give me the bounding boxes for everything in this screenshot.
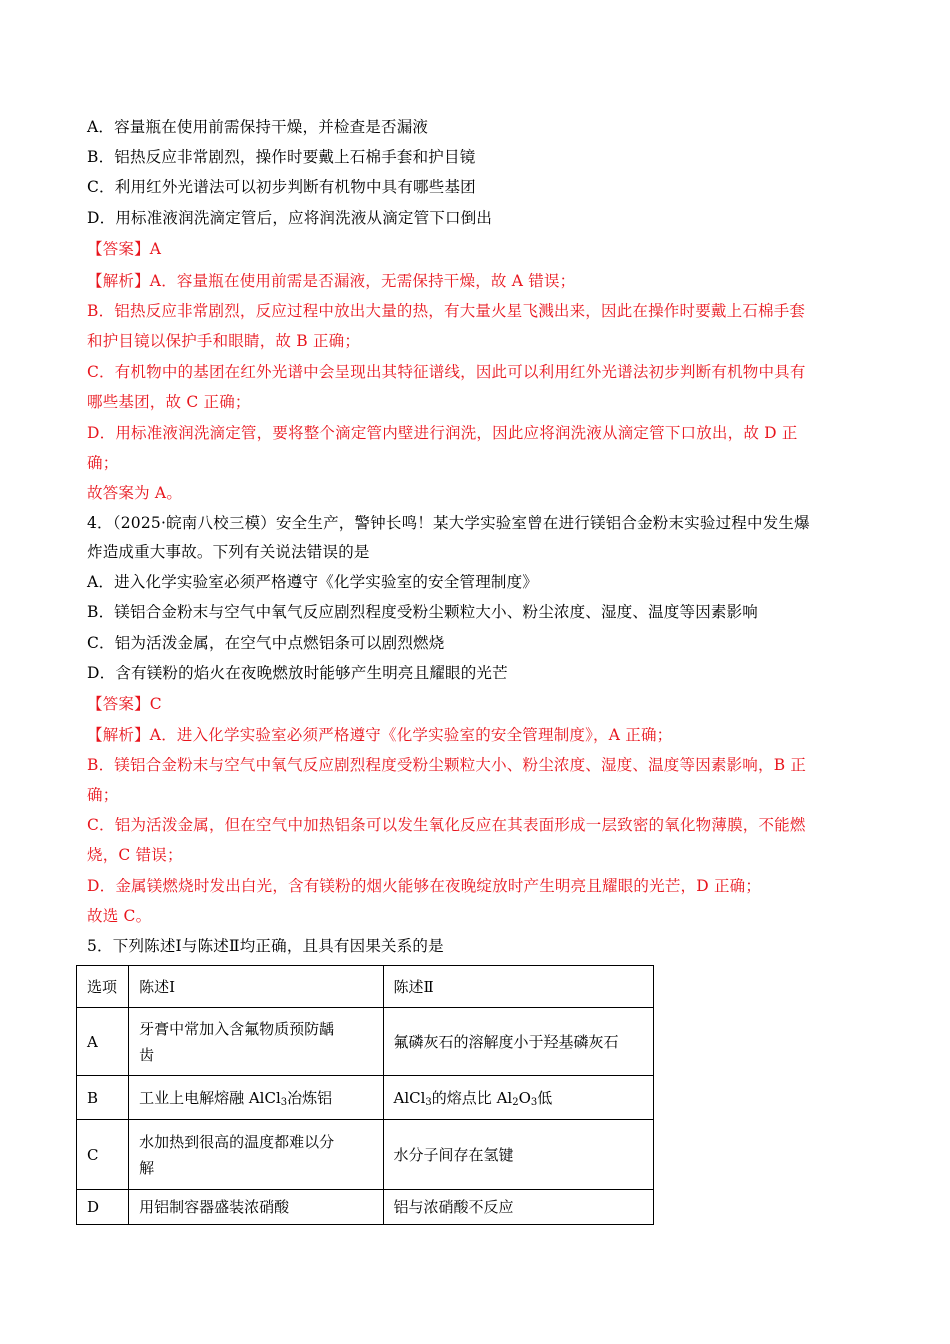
cell-text: 低: [537, 1088, 553, 1107]
q4-analysis-line: 故选 C。: [87, 907, 152, 925]
q4-analysis-line: 【解析】A．进入化学实验室必须严格遵守《化学实验室的安全管理制度》，A 正确；: [87, 726, 673, 744]
table-cell-option: D: [77, 1190, 129, 1225]
q3-analysis-line: 哪些基团，故 C 正确；: [87, 393, 251, 411]
q3-option-a: A．容量瓶在使用前需保持干燥，并检查是否漏液: [87, 118, 429, 136]
table-cell-statement-1: 用铝制容器盛装浓硝酸: [129, 1190, 383, 1225]
table-row: [77, 1008, 654, 1076]
table-cell-statement-2: 氟磷灰石的溶解度小于羟基磷灰石: [383, 1008, 653, 1076]
table-row: [77, 1120, 654, 1190]
q3-analysis-line: 和护目镜以保护手和眼睛，故 B 正确；: [87, 332, 361, 350]
q5-table: [76, 965, 654, 1225]
q4-analysis-line: 烧，C 错误；: [87, 846, 183, 864]
table-row: [77, 1076, 654, 1120]
table-cell-option: A: [77, 1008, 129, 1076]
cell-line: 水加热到很高的温度都难以分: [139, 1132, 335, 1151]
table-cell-statement-2: 铝与浓硝酸不反应: [383, 1190, 653, 1225]
q4-stem-line: 4．（2025·皖南八校三模）安全生产，警钟长鸣！某大学实验室曾在进行镁铝合金粉末实验过程中发生爆: [87, 514, 810, 532]
subscript: 3: [280, 1096, 288, 1108]
table-cell-option: B: [77, 1076, 129, 1120]
q3-analysis-line: 故答案为 A。: [87, 484, 183, 502]
table-header-row: [77, 966, 654, 1008]
q3-analysis-line: D．用标准液润洗滴定管，要将整个滴定管内壁进行润洗，因此应将润洗液从滴定管下口放出，故 D 正: [87, 424, 798, 442]
cell-line: 齿: [139, 1045, 155, 1064]
table-cell-statement-1: [129, 1008, 383, 1076]
q4-answer: 【答案】C: [87, 695, 162, 713]
subscript: 3: [530, 1096, 538, 1108]
q4-option-a: A．进入化学实验室必须严格遵守《化学实验室的安全管理制度》: [87, 573, 538, 591]
subscript: 3: [425, 1096, 432, 1108]
q4-analysis-line: C．铝为活泼金属，但在空气中加热铝条可以发生氧化反应在其表面形成一层致密的氧化物薄膜，不能燃: [87, 816, 806, 834]
q4-analysis-line: 确；: [87, 786, 119, 804]
table-cell-statement-1: [129, 1120, 383, 1190]
q4-analysis-line: D．金属镁燃烧时发出白光，含有镁粉的烟火能够在夜晚绽放时产生明亮且耀眼的光芒，D 正确；: [87, 877, 762, 895]
q3-option-c: C．利用红外光谱法可以初步判断有机物中具有哪些基团: [87, 178, 476, 196]
table-header-cell: 陈述Ⅰ: [129, 966, 383, 1008]
table-header-cell: 陈述Ⅱ: [383, 966, 653, 1008]
cell-text: 工业上电解熔融 AlCl: [139, 1088, 281, 1107]
q4-option-c: C．铝为活泼金属，在空气中点燃铝条可以剧烈燃烧: [87, 634, 445, 652]
table-header-cell: 选项: [77, 966, 129, 1008]
q3-analysis-line: 确；: [87, 454, 119, 472]
table-cell-statement-1: [129, 1076, 383, 1120]
q4-option-d: D．含有镁粉的焰火在夜晚燃放时能够产生明亮且耀眼的光芒: [87, 664, 508, 682]
q4-stem-line: 炸造成重大事故。下列有关说法错误的是: [87, 543, 370, 561]
cell-line: 牙膏中常加入含氟物质预防龋: [139, 1019, 335, 1038]
q3-analysis-line: 【解析】A．容量瓶在使用前需是否漏液，无需保持干燥，故 A 错误；: [87, 272, 576, 290]
q4-analysis-line: B．镁铝合金粉末与空气中氧气反应剧烈程度受粉尘颗粒大小、粉尘浓度、湿度、温度等因素影响，B 正: [87, 756, 807, 774]
q3-answer: 【答案】A: [87, 240, 162, 258]
q3-option-d: D．用标准液润洗滴定管后，应将润洗液从滴定管下口倒出: [87, 209, 493, 227]
subscript: 2: [512, 1096, 519, 1108]
q3-analysis-line: B．铝热反应非常剧烈，反应过程中放出大量的热，有大量火星飞溅出来，因此在操作时要戴上石棉手套: [87, 302, 806, 320]
cell-text: 的熔点比 Al: [431, 1088, 513, 1107]
cell-text: O: [518, 1088, 531, 1107]
cell-text: 冶炼铝: [287, 1088, 333, 1107]
q3-option-b: B．铝热反应非常剧烈，操作时要戴上石棉手套和护目镜: [87, 148, 476, 166]
q3-analysis-line: C．有机物中的基团在红外光谱中会呈现出其特征谱线，因此可以利用红外光谱法初步判断有机物中具有: [87, 363, 806, 381]
cell-text: AlCl: [393, 1088, 426, 1107]
q4-option-b: B．镁铝合金粉末与空气中氧气反应剧烈程度受粉尘颗粒大小、粉尘浓度、湿度、温度等因素影响: [87, 603, 758, 621]
cell-line: 解: [139, 1158, 155, 1177]
table-row: [77, 1190, 654, 1225]
table-cell-statement-2: 水分子间存在氢键: [383, 1120, 653, 1190]
table-cell-option: C: [77, 1120, 129, 1190]
table-cell-statement-2: [383, 1076, 653, 1120]
q5-stem: 5．下列陈述Ⅰ与陈述Ⅱ均正确，且具有因果关系的是: [87, 937, 444, 955]
